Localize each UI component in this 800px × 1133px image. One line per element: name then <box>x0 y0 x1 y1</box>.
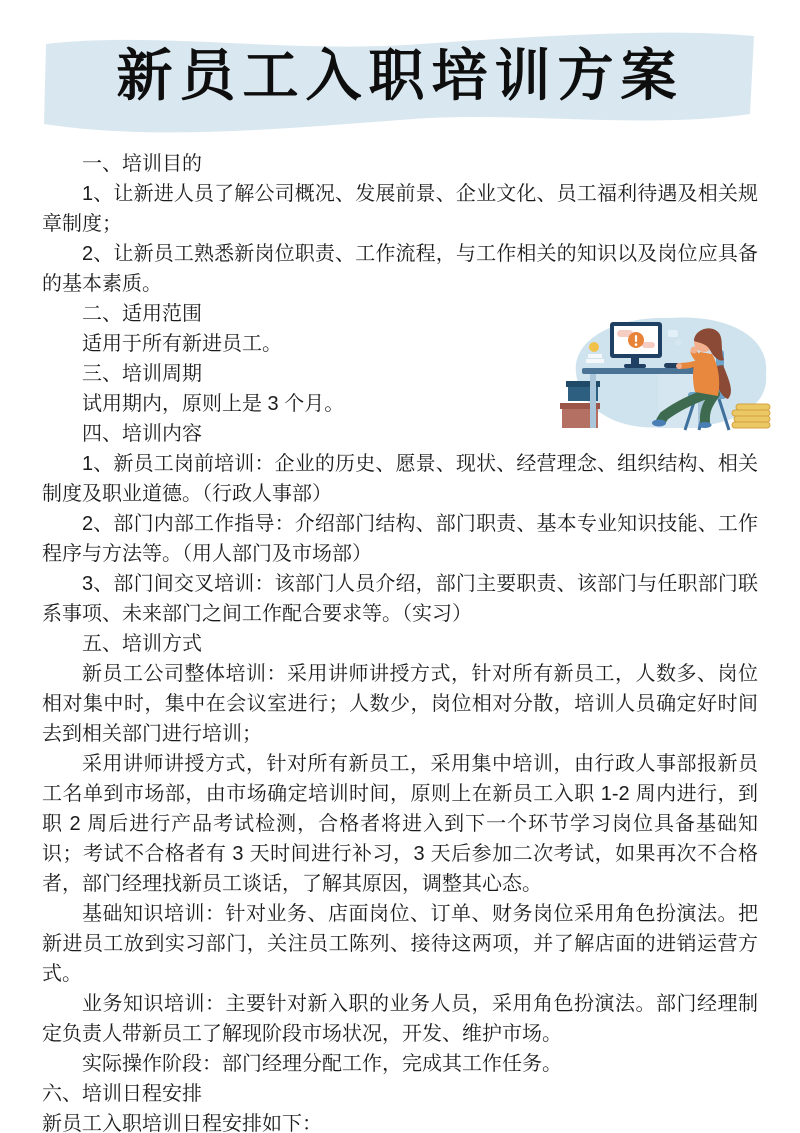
section-heading: 三、培训周期 <box>82 363 202 385</box>
alert-icon <box>628 332 644 348</box>
paragraph: 1、新员工岗前培训：企业的历史、愿景、现状、经营理念、组织结构、相关制度及职业道德。（行政人事部） <box>42 453 758 505</box>
paragraph: 3、部门间交叉培训：该部门人员介绍，部门主要职责、该部门与任职部门联系事项、未来部门之间工作配合要求等。（实习） <box>42 573 758 625</box>
paragraph: 基础知识培训：针对业务、店面岗位、订单、财务岗位采用角色扮演法。把新进员工放到实习部门，关注员工陈列、接待这两项，并了解店面的进销运营方式。 <box>42 903 758 985</box>
paragraph: 新员工公司整体培训：采用讲师讲授方式，针对所有新员工，人数多、岗位相对集中时，集中在会议室进行；人数少，岗位相对分散，培训人员确定好时间去到相关部门进行培训； <box>42 663 758 745</box>
section-heading: 五、培训方式 <box>82 633 202 655</box>
paragraph: 2、让新员工熟悉新岗位职责、工作流程，与工作相关的知识以及岗位应具备的基本素质。 <box>42 243 758 295</box>
document-body <box>42 149 758 1133</box>
illustration-canvas <box>558 310 783 435</box>
paragraph: 1、让新进人员了解公司概况、发展前景、企业文化、员工福利待遇及相关规章制度； <box>42 183 758 235</box>
paragraph: 业务知识培训：主要针对新入职的业务人员，采用角色扮演法。部门经理制定负责人带新员工了解现阶段市场状况，开发、维护市场。 <box>42 993 758 1045</box>
woman-at-desk-illustration <box>558 310 783 435</box>
page-title: 新员工入职培训方案 <box>116 44 684 107</box>
book-stack <box>732 404 770 428</box>
section-heading: 一、培训目的 <box>82 153 202 175</box>
paragraph: 适用于所有新进员工。 <box>82 333 282 355</box>
section-heading: 二、适用范围 <box>82 303 202 325</box>
paragraph: 实际操作阶段：部门经理分配工作，完成其工作任务。 <box>82 1053 562 1075</box>
paragraph: 新员工入职培训日程安排如下： <box>42 1113 322 1133</box>
paragraph: 试用期内，原则上是 3 个月。 <box>82 393 345 415</box>
section-heading: 六、培训日程安排 <box>42 1083 202 1105</box>
paragraph: 采用讲师讲授方式，针对所有新员工，采用集中培训，由行政人事部报新员工名单到市场部，由市场确定培训时间，原则上在新员工入职 1-2 周内进行，到职 2 周后进行产品考试检测，合格者将进入到下一个环节学习岗位具备基础知识；考试不合格者有 3 天时间进行补习，3 天后参加二次考试，如果再次不合格者，部门经理找新员工谈话，了解其原因，调整其心态。 <box>42 753 758 895</box>
title-banner <box>40 26 760 136</box>
section-heading: 四、培训内容 <box>82 423 202 445</box>
paragraph: 2、部门内部工作指导：介绍部门结构、部门职责、基本专业知识技能、工作程序与方法等。（用人部门及市场部） <box>42 513 758 565</box>
